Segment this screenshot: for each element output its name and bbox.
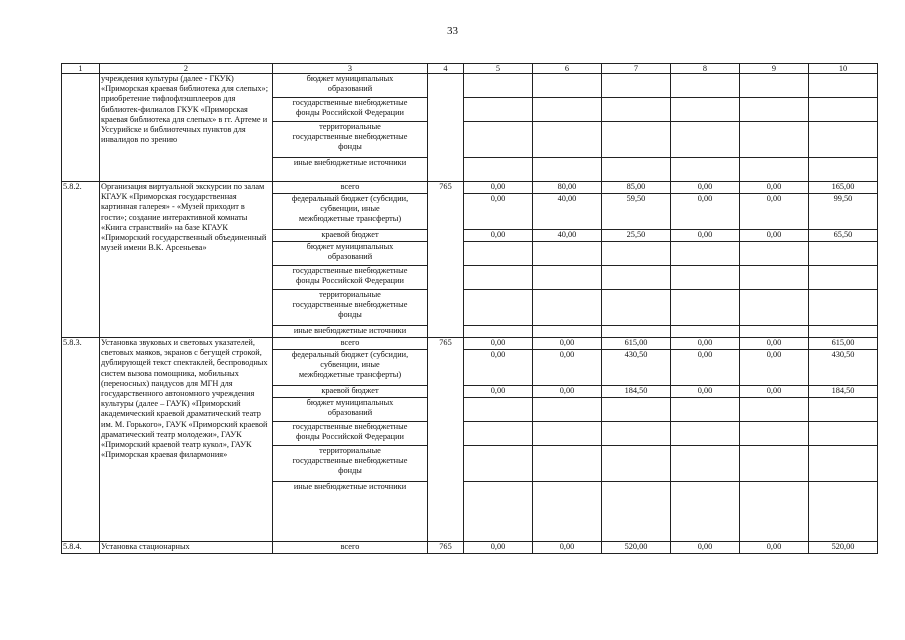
amount-cell <box>671 422 740 446</box>
amount-cell <box>464 398 533 422</box>
amount-cell: 165,00 <box>809 182 878 194</box>
amount-cell <box>809 98 878 122</box>
funding-source-cell: бюджет муниципальных образований <box>273 242 428 266</box>
column-number: 6 <box>533 64 602 74</box>
funding-source-cell: бюджет муниципальных образований <box>273 74 428 98</box>
item-description-cell: Установка стационарных <box>100 542 273 554</box>
item-number-cell: 5.8.4. <box>62 542 100 554</box>
amount-cell <box>602 98 671 122</box>
item-description-cell: Установка звуковых и световых указателей, световых маяков, экранов с бегущей строкой, дублирующей текст спектаклей, беспроводных систем вызова помощника, мобильных (переносных) пандусов для МГН для государственного автономного учреждения культуры (далее – ГАУК) «Приморский академический краевой драматический театр им. М. Горького», ГАУК «Приморский краевой драматический театр молодежи», ГАУК «Приморский краевой театр кукол», ГАУК «Приморская краевая филармония» <box>100 338 273 542</box>
code-cell: 765 <box>428 182 464 338</box>
amount-cell: 0,00 <box>533 338 602 350</box>
funding-source-cell: федеральный бюджет (субсидии, субвенции, иные межбюджетные трансферты) <box>273 194 428 230</box>
amount-cell <box>602 266 671 290</box>
amount-cell <box>533 242 602 266</box>
amount-cell <box>740 98 809 122</box>
amount-cell <box>740 398 809 422</box>
code-cell: 765 <box>428 542 464 554</box>
column-number: 7 <box>602 64 671 74</box>
funding-source-cell: всего <box>273 542 428 554</box>
amount-cell <box>740 122 809 158</box>
amount-cell <box>740 446 809 482</box>
amount-cell <box>533 122 602 158</box>
amount-cell <box>740 74 809 98</box>
item-description-cell: учреждения культуры (далее - ГКУК) «Приморская краевая библиотека для слепых»; приобретение тифлофлэшплееров для библиотек-филиалов ГКУК «Приморская краевая библиотека для слепых» в гг. Артеме и Уссурийске и библиотечных пунктов для инвалидов по зрению <box>100 74 273 182</box>
funding-source-cell: территориальные государственные внебюджетные фонды <box>273 122 428 158</box>
table-row <box>62 338 878 350</box>
table-row <box>62 74 878 98</box>
amount-cell <box>671 326 740 338</box>
amount-cell <box>671 266 740 290</box>
amount-cell: 0,00 <box>671 338 740 350</box>
amount-cell: 430,50 <box>809 350 878 386</box>
amount-cell <box>533 74 602 98</box>
amount-cell: 0,00 <box>464 542 533 554</box>
amount-cell: 0,00 <box>464 386 533 398</box>
amount-cell <box>464 446 533 482</box>
amount-cell: 0,00 <box>740 386 809 398</box>
funding-source-cell: иные внебюджетные источники <box>273 482 428 542</box>
funding-source-cell: федеральный бюджет (субсидии, субвенции, иные межбюджетные трансферты) <box>273 350 428 386</box>
amount-cell <box>533 98 602 122</box>
funding-source-cell: всего <box>273 182 428 194</box>
amount-cell <box>602 398 671 422</box>
amount-cell <box>533 398 602 422</box>
page-number: 33 <box>447 25 458 37</box>
column-number: 2 <box>100 64 273 74</box>
amount-cell: 25,50 <box>602 230 671 242</box>
column-number: 8 <box>671 64 740 74</box>
amount-cell <box>671 398 740 422</box>
amount-cell: 430,50 <box>602 350 671 386</box>
funding-source-cell: иные внебюджетные источники <box>273 158 428 182</box>
amount-cell <box>464 158 533 182</box>
amount-cell <box>533 266 602 290</box>
amount-cell <box>602 122 671 158</box>
amount-cell: 0,00 <box>740 350 809 386</box>
code-cell: 765 <box>428 338 464 542</box>
funding-source-cell: государственные внебюджетные фонды Российской Федерации <box>273 266 428 290</box>
amount-cell <box>464 98 533 122</box>
amount-cell: 0,00 <box>671 386 740 398</box>
amount-cell <box>533 158 602 182</box>
amount-cell <box>671 98 740 122</box>
amount-cell <box>602 74 671 98</box>
amount-cell <box>464 74 533 98</box>
amount-cell <box>809 242 878 266</box>
item-number-cell: 5.8.2. <box>62 182 100 338</box>
funding-source-cell: государственные внебюджетные фонды Российской Федерации <box>273 98 428 122</box>
amount-cell <box>809 422 878 446</box>
amount-cell <box>809 482 878 542</box>
amount-cell <box>533 422 602 446</box>
amount-cell <box>740 242 809 266</box>
amount-cell: 85,00 <box>602 182 671 194</box>
column-number: 9 <box>740 64 809 74</box>
item-number-cell <box>62 74 100 182</box>
amount-cell: 99,50 <box>809 194 878 230</box>
amount-cell <box>602 446 671 482</box>
amount-cell: 0,00 <box>671 542 740 554</box>
amount-cell: 0,00 <box>464 350 533 386</box>
amount-cell <box>809 158 878 182</box>
amount-cell <box>533 482 602 542</box>
amount-cell: 65,50 <box>809 230 878 242</box>
amount-cell <box>740 266 809 290</box>
amount-cell <box>740 326 809 338</box>
amount-cell <box>671 290 740 326</box>
amount-cell <box>602 422 671 446</box>
amount-cell: 615,00 <box>602 338 671 350</box>
amount-cell: 0,00 <box>671 182 740 194</box>
funding-source-cell: бюджет муниципальных образований <box>273 398 428 422</box>
funding-source-cell: всего <box>273 338 428 350</box>
amount-cell <box>671 482 740 542</box>
amount-cell <box>464 242 533 266</box>
amount-cell: 0,00 <box>740 230 809 242</box>
amount-cell <box>740 482 809 542</box>
amount-cell <box>740 290 809 326</box>
amount-cell <box>671 74 740 98</box>
amount-cell <box>809 122 878 158</box>
amount-cell: 184,50 <box>809 386 878 398</box>
amount-cell: 0,00 <box>671 350 740 386</box>
amount-cell: 0,00 <box>671 230 740 242</box>
amount-cell <box>809 326 878 338</box>
column-number: 10 <box>809 64 878 74</box>
amount-cell <box>809 266 878 290</box>
column-number: 5 <box>464 64 533 74</box>
column-number-row <box>62 64 878 74</box>
column-number: 4 <box>428 64 464 74</box>
amount-cell: 0,00 <box>533 386 602 398</box>
funding-source-cell: территориальные государственные внебюджетные фонды <box>273 290 428 326</box>
amount-cell: 0,00 <box>671 194 740 230</box>
amount-cell <box>671 122 740 158</box>
amount-cell <box>671 446 740 482</box>
amount-cell <box>740 422 809 446</box>
amount-cell <box>809 290 878 326</box>
amount-cell <box>464 482 533 542</box>
amount-cell: 0,00 <box>740 542 809 554</box>
amount-cell <box>464 266 533 290</box>
item-number-cell: 5.8.3. <box>62 338 100 542</box>
amount-cell: 0,00 <box>464 338 533 350</box>
amount-cell: 0,00 <box>464 194 533 230</box>
amount-cell: 520,00 <box>602 542 671 554</box>
amount-cell <box>809 74 878 98</box>
amount-cell <box>533 290 602 326</box>
item-description-cell: Организация виртуальной экскурсии по залам КГАУК «Приморская государственная картинная галерея» - «Музей приходит в гости»; создание интерактивной комнаты «Книга странствий» на базе КГАУК «Приморский государственный объединенный музей имени В.К. Арсеньева» <box>100 182 273 338</box>
amount-cell <box>602 290 671 326</box>
amount-cell <box>809 446 878 482</box>
amount-cell <box>671 242 740 266</box>
amount-cell <box>464 122 533 158</box>
amount-cell <box>464 422 533 446</box>
amount-cell <box>464 290 533 326</box>
table-row <box>62 542 878 554</box>
amount-cell: 0,00 <box>464 230 533 242</box>
table-row <box>62 182 878 194</box>
column-number: 3 <box>273 64 428 74</box>
amount-cell <box>464 326 533 338</box>
amount-cell: 0,00 <box>464 182 533 194</box>
amount-cell: 0,00 <box>533 350 602 386</box>
funding-source-cell: краевой бюджет <box>273 230 428 242</box>
amount-cell: 59,50 <box>602 194 671 230</box>
amount-cell <box>602 482 671 542</box>
amount-cell <box>671 158 740 182</box>
amount-cell: 520,00 <box>809 542 878 554</box>
amount-cell <box>740 158 809 182</box>
amount-cell <box>809 398 878 422</box>
amount-cell: 0,00 <box>740 182 809 194</box>
amount-cell <box>602 158 671 182</box>
amount-cell: 0,00 <box>740 194 809 230</box>
code-cell <box>428 74 464 182</box>
column-number: 1 <box>62 64 100 74</box>
amount-cell <box>533 446 602 482</box>
amount-cell: 615,00 <box>809 338 878 350</box>
amount-cell: 0,00 <box>533 542 602 554</box>
amount-cell <box>602 326 671 338</box>
funding-source-cell: государственные внебюджетные фонды Российской Федерации <box>273 422 428 446</box>
budget-table <box>61 63 878 554</box>
funding-source-cell: иные внебюджетные источники <box>273 326 428 338</box>
amount-cell <box>602 242 671 266</box>
amount-cell: 40,00 <box>533 194 602 230</box>
amount-cell <box>533 326 602 338</box>
funding-source-cell: территориальные государственные внебюджетные фонды <box>273 446 428 482</box>
amount-cell: 0,00 <box>740 338 809 350</box>
funding-source-cell: краевой бюджет <box>273 386 428 398</box>
amount-cell: 184,50 <box>602 386 671 398</box>
amount-cell: 40,00 <box>533 230 602 242</box>
amount-cell: 80,00 <box>533 182 602 194</box>
